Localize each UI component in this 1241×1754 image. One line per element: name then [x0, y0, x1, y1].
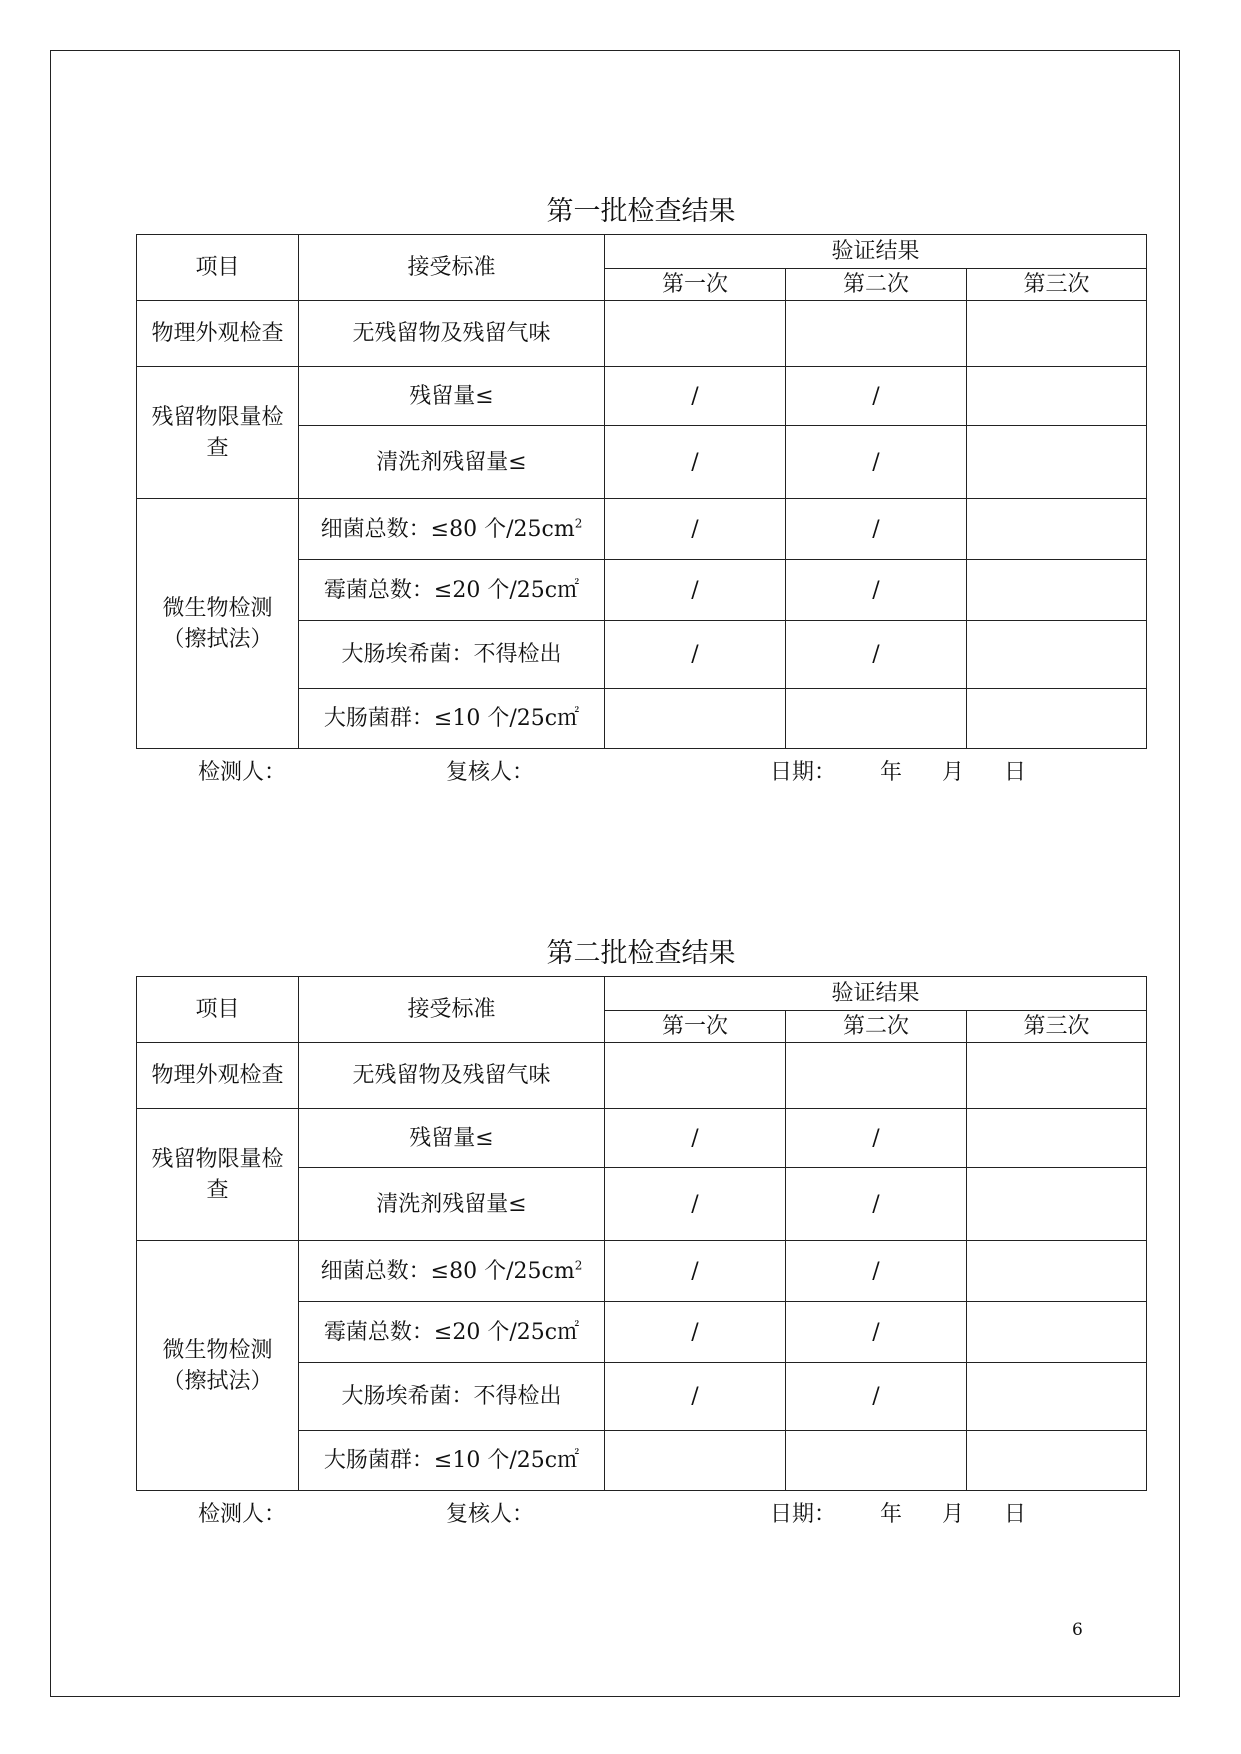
- standard-bacteria-text: 细菌总数：≤80 个/25cm: [320, 1258, 575, 1284]
- header-standard: 接受标准: [299, 977, 605, 1043]
- result-cell[interactable]: /: [605, 621, 786, 689]
- result-cell[interactable]: /: [786, 1109, 967, 1168]
- result-cell[interactable]: [967, 1241, 1147, 1302]
- standard-bacteria-count: [299, 1241, 605, 1302]
- header-run-1: 第一次: [605, 1011, 786, 1043]
- tester-label: 检测人：: [198, 760, 287, 785]
- result-cell[interactable]: [605, 1043, 786, 1109]
- result-cell[interactable]: [967, 560, 1147, 621]
- result-cell[interactable]: /: [605, 1363, 786, 1431]
- result-cell[interactable]: /: [786, 499, 967, 560]
- result-cell[interactable]: [786, 1043, 967, 1109]
- reviewer-label: 复核人：: [446, 1502, 535, 1527]
- item-physical-appearance: 物理外观检查: [137, 301, 299, 367]
- result-cell[interactable]: /: [605, 499, 786, 560]
- result-cell[interactable]: [605, 689, 786, 749]
- batch-2-section: [136, 932, 1146, 1531]
- standard-coliform: 大肠菌群：≤10 个/25c㎡: [299, 689, 605, 749]
- result-cell[interactable]: [786, 1431, 967, 1491]
- result-cell[interactable]: [967, 1363, 1147, 1431]
- header-run-3: 第三次: [967, 269, 1147, 301]
- result-cell[interactable]: [967, 1431, 1147, 1491]
- result-cell[interactable]: /: [605, 1241, 786, 1302]
- result-table: [136, 234, 1147, 749]
- result-cell[interactable]: [605, 301, 786, 367]
- result-cell[interactable]: /: [786, 1302, 967, 1363]
- result-cell[interactable]: [786, 301, 967, 367]
- batch-title: 第一批检查结果: [546, 196, 736, 227]
- result-cell[interactable]: /: [605, 426, 786, 499]
- result-cell[interactable]: [967, 621, 1147, 689]
- result-cell[interactable]: [967, 1043, 1147, 1109]
- result-cell[interactable]: [967, 499, 1147, 560]
- day-label: 日: [1004, 760, 1027, 785]
- superscript: 2: [574, 516, 583, 531]
- result-cell[interactable]: [967, 301, 1147, 367]
- header-item: 项目: [137, 977, 299, 1043]
- result-cell[interactable]: [786, 689, 967, 749]
- result-cell[interactable]: [605, 1431, 786, 1491]
- day-label: 日: [1004, 1502, 1027, 1527]
- standard-mold-count: 霉菌总数：≤20 个/25c㎡: [299, 1302, 605, 1363]
- header-run-2: 第二次: [786, 269, 967, 301]
- item-microbial-test: 微生物检测（擦拭法）: [137, 1241, 299, 1491]
- result-cell[interactable]: [967, 1168, 1147, 1241]
- result-cell[interactable]: /: [605, 1109, 786, 1168]
- date-label: 日期：: [770, 1502, 837, 1527]
- year-label: 年: [880, 760, 903, 785]
- standard-residue-amount: 残留量≤: [299, 1109, 605, 1168]
- result-cell[interactable]: /: [605, 1168, 786, 1241]
- header-run-3: 第三次: [967, 1011, 1147, 1043]
- page-number: 6: [1072, 1620, 1083, 1640]
- standard-bacteria-text: 细菌总数：≤80 个/25cm: [320, 516, 575, 542]
- result-cell[interactable]: [967, 1109, 1147, 1168]
- standard-coliform: 大肠菌群：≤10 个/25c㎡: [299, 1431, 605, 1491]
- standard-detergent-residue: 清洗剂残留量≤: [299, 1168, 605, 1241]
- superscript: 2: [574, 1258, 583, 1273]
- result-cell[interactable]: /: [786, 560, 967, 621]
- header-verify-result: 验证结果: [605, 235, 1147, 269]
- result-cell[interactable]: /: [605, 367, 786, 426]
- standard-no-residue: 无残留物及残留气味: [299, 1043, 605, 1109]
- result-cell[interactable]: /: [605, 560, 786, 621]
- standard-e-coli: 大肠埃希菌：不得检出: [299, 1363, 605, 1431]
- result-cell[interactable]: /: [605, 1302, 786, 1363]
- standard-e-coli: 大肠埃希菌：不得检出: [299, 621, 605, 689]
- standard-no-residue: 无残留物及残留气味: [299, 301, 605, 367]
- year-label: 年: [880, 1502, 903, 1527]
- signature-line: [136, 749, 1146, 789]
- item-physical-appearance: 物理外观检查: [137, 1043, 299, 1109]
- result-cell[interactable]: /: [786, 1241, 967, 1302]
- tester-label: 检测人：: [198, 1502, 287, 1527]
- standard-mold-count: 霉菌总数：≤20 个/25c㎡: [299, 560, 605, 621]
- header-item: 项目: [137, 235, 299, 301]
- header-standard: 接受标准: [299, 235, 605, 301]
- result-cell[interactable]: [967, 1302, 1147, 1363]
- result-cell[interactable]: [967, 426, 1147, 499]
- result-cell[interactable]: [967, 367, 1147, 426]
- batch-title: 第二批检查结果: [546, 938, 736, 969]
- batch-1-section: [136, 190, 1146, 789]
- item-residue-limit: 残留物限量检查: [137, 1109, 299, 1241]
- result-cell[interactable]: /: [786, 621, 967, 689]
- result-cell[interactable]: /: [786, 1168, 967, 1241]
- reviewer-label: 复核人：: [446, 760, 535, 785]
- result-cell[interactable]: /: [786, 367, 967, 426]
- result-cell[interactable]: /: [786, 1363, 967, 1431]
- result-table: [136, 976, 1147, 1491]
- standard-residue-amount: 残留量≤: [299, 367, 605, 426]
- header-run-1: 第一次: [605, 269, 786, 301]
- standard-detergent-residue: 清洗剂残留量≤: [299, 426, 605, 499]
- month-label: 月: [942, 1502, 965, 1527]
- header-run-2: 第二次: [786, 1011, 967, 1043]
- signature-line: [136, 1491, 1146, 1531]
- item-residue-limit: 残留物限量检查: [137, 367, 299, 499]
- result-cell[interactable]: [967, 689, 1147, 749]
- date-label: 日期：: [770, 760, 837, 785]
- header-verify-result: 验证结果: [605, 977, 1147, 1011]
- result-cell[interactable]: /: [786, 426, 967, 499]
- month-label: 月: [942, 760, 965, 785]
- standard-bacteria-count: [299, 499, 605, 560]
- item-microbial-test: 微生物检测（擦拭法）: [137, 499, 299, 749]
